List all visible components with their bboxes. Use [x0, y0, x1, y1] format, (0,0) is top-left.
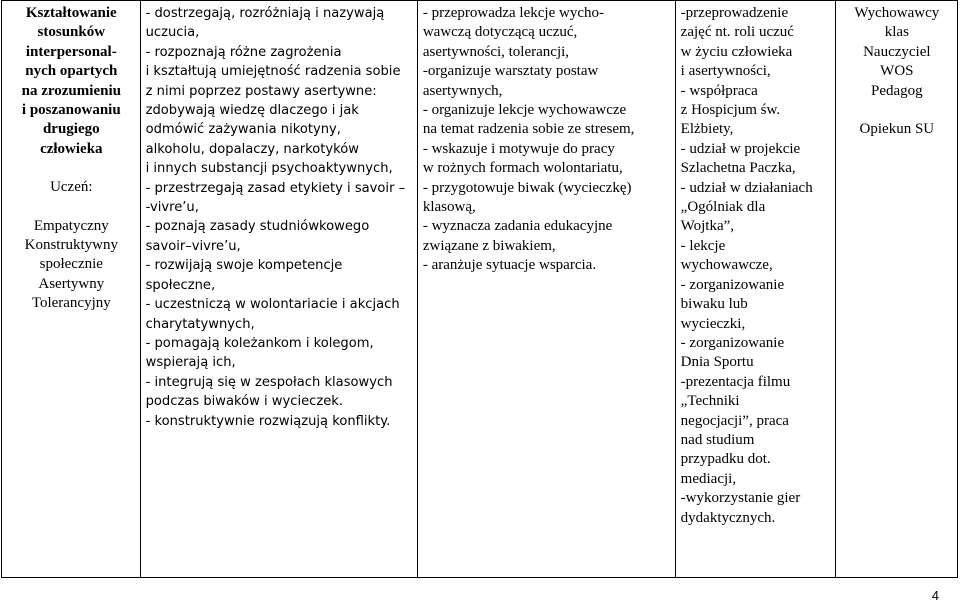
outcome-line: - rozpoznają różne zagrożenia [145, 44, 342, 60]
task-line: - aranżuje sytuacje wsparcia. [422, 257, 597, 274]
method-line: wychowawcze, [680, 257, 773, 274]
goal-title-line: nych opartych [25, 63, 118, 80]
method-line: „Ogólniak dla [680, 199, 766, 216]
task-line: - przygotowuje biwak (wycieczkę) [422, 179, 632, 196]
outcome-line: - rozwijają swoje kompetencje [145, 258, 343, 274]
outcome-line: charytatywnych, [145, 316, 255, 332]
responsible-line: WOS [880, 63, 914, 80]
student-label: Uczeń: [50, 179, 93, 196]
table-row [2, 1, 958, 578]
goal-cell [2, 1, 141, 578]
outcome-line: savoir–vivre’u, [145, 238, 241, 254]
goal-title-line: interpersonal- [25, 43, 117, 60]
outcome-line: społeczne, [145, 277, 216, 293]
outcome-line: zdobywają wiedzę dlaczego i jak [145, 103, 359, 119]
task-line: związane z biwakiem, [422, 237, 556, 254]
method-line: - lekcje [680, 237, 726, 254]
task-line: - wskazuje i motywuje do pracy [422, 140, 615, 157]
page-number: 4 [931, 588, 939, 603]
tasks-cell [417, 1, 675, 578]
method-line: dydaktycznych. [680, 509, 776, 526]
outcomes-cell [140, 1, 417, 578]
method-line: przypadku dot. [680, 451, 771, 468]
method-line: zajęć nt. roli uczuć [680, 24, 794, 41]
method-line: negocjacji”, praca [680, 412, 789, 429]
trait-line: Konstruktywny [24, 237, 118, 254]
task-line: wawczą dotyczącą uczuć, [422, 24, 578, 41]
outcome-line: - przestrzegają zasad etykiety i savoir – [145, 180, 406, 196]
goal-title-line: człowieka [40, 140, 103, 157]
outcome-line: z nimi poprzez postawy asertywne: [145, 83, 377, 99]
method-line: Szlachetna Paczka, [680, 160, 796, 177]
outcome-line: i innych substancji psychoaktywnych, [145, 161, 393, 177]
goal-title-line: Kształtowanie [25, 5, 117, 21]
activities-table [1, 0, 958, 578]
method-line: -przeprowadzenie [680, 5, 789, 21]
trait-line: Tolerancyjny [31, 295, 111, 312]
responsible-line: Pedagog [871, 82, 923, 99]
outcome-line: - uczestniczą w wolontariacie i akcjach [145, 297, 400, 313]
goal-title-line: stosunków [37, 24, 106, 41]
task-line: - organizuje lekcje wychowawcze [422, 102, 627, 119]
method-line: Elżbiety, [680, 121, 734, 138]
method-line: w życiu człowieka [680, 43, 793, 60]
responsible-line: Wychowawcy [854, 5, 940, 21]
task-line: - wyznacza zadania edukacyjne [422, 218, 613, 235]
outcome-line: alkoholu, dopalaczy, narkotyków [145, 141, 359, 157]
outcome-line: - dostrzegają, rozróżniają i nazywają [145, 6, 385, 21]
method-line: -prezentacja filmu [680, 373, 791, 390]
outcome-line: i kształtują umiejętność radzenia sobie [145, 64, 401, 80]
outcome-line: - integrują się w zespołach klasowych [145, 374, 393, 390]
outcome-line: - pomagają koleżankom i kolegom, [145, 335, 374, 351]
outcome-line: wspierają ich, [145, 355, 236, 371]
method-line: biwaku lub [680, 296, 748, 313]
method-line: - zorganizowanie [680, 276, 785, 293]
outcome-line: uczucia, [145, 25, 200, 41]
method-line: Wojtka”, [680, 218, 735, 235]
outcome-line: -vivre’u, [145, 200, 199, 216]
responsible-cell [835, 1, 957, 578]
trait-line: Asertywny [38, 275, 105, 292]
method-line: mediacji, [680, 470, 737, 487]
task-line: asertywnych, [422, 82, 503, 99]
task-line: w rożnych formach wolontariatu, [422, 160, 623, 177]
method-line: - współpraca [680, 82, 758, 99]
method-line: wycieczki, [680, 315, 746, 332]
goal-title-line: drugiego [42, 121, 100, 138]
responsible-line: klas [884, 24, 909, 41]
task-line: asertywności, tolerancji, [422, 43, 570, 60]
outcome-line: odmówić zażywania nikotyny, [145, 122, 341, 138]
method-line: - udział w projekcie [680, 140, 801, 157]
method-line: nad studium [680, 431, 755, 448]
method-line: z Hospicjum św. [680, 102, 781, 119]
method-line: - zorganizowanie [680, 334, 785, 351]
method-line: - udział w działaniach [680, 179, 813, 196]
outcome-line: - poznają zasady studniówkowego [145, 219, 370, 235]
method-line: -wykorzystanie gier [680, 490, 801, 507]
task-line: na temat radzenia sobie ze stresem, [422, 121, 635, 138]
outcome-line: podczas biwaków i wycieczek. [145, 394, 344, 410]
goal-title-line: na zrozumieniu [21, 82, 121, 99]
goal-title-line: i poszanowaniu [21, 102, 121, 119]
responsible-line: Nauczyciel [863, 43, 931, 60]
methods-cell [675, 1, 835, 578]
task-line: klasową, [422, 199, 476, 216]
responsible-line: Opiekun SU [859, 121, 935, 138]
trait-line: społecznie [39, 256, 103, 273]
trait-line: Empatyczny [33, 217, 109, 234]
task-line: - przeprowadza lekcje wycho- [422, 5, 604, 21]
method-line: i asertywności, [680, 63, 771, 80]
task-line: -organizuje warsztaty postaw [422, 63, 599, 80]
method-line: „Techniki [680, 393, 740, 410]
method-line: Dnia Sportu [680, 354, 754, 371]
outcome-line: - konstruktywnie rozwiązują konflikty. [145, 413, 391, 429]
